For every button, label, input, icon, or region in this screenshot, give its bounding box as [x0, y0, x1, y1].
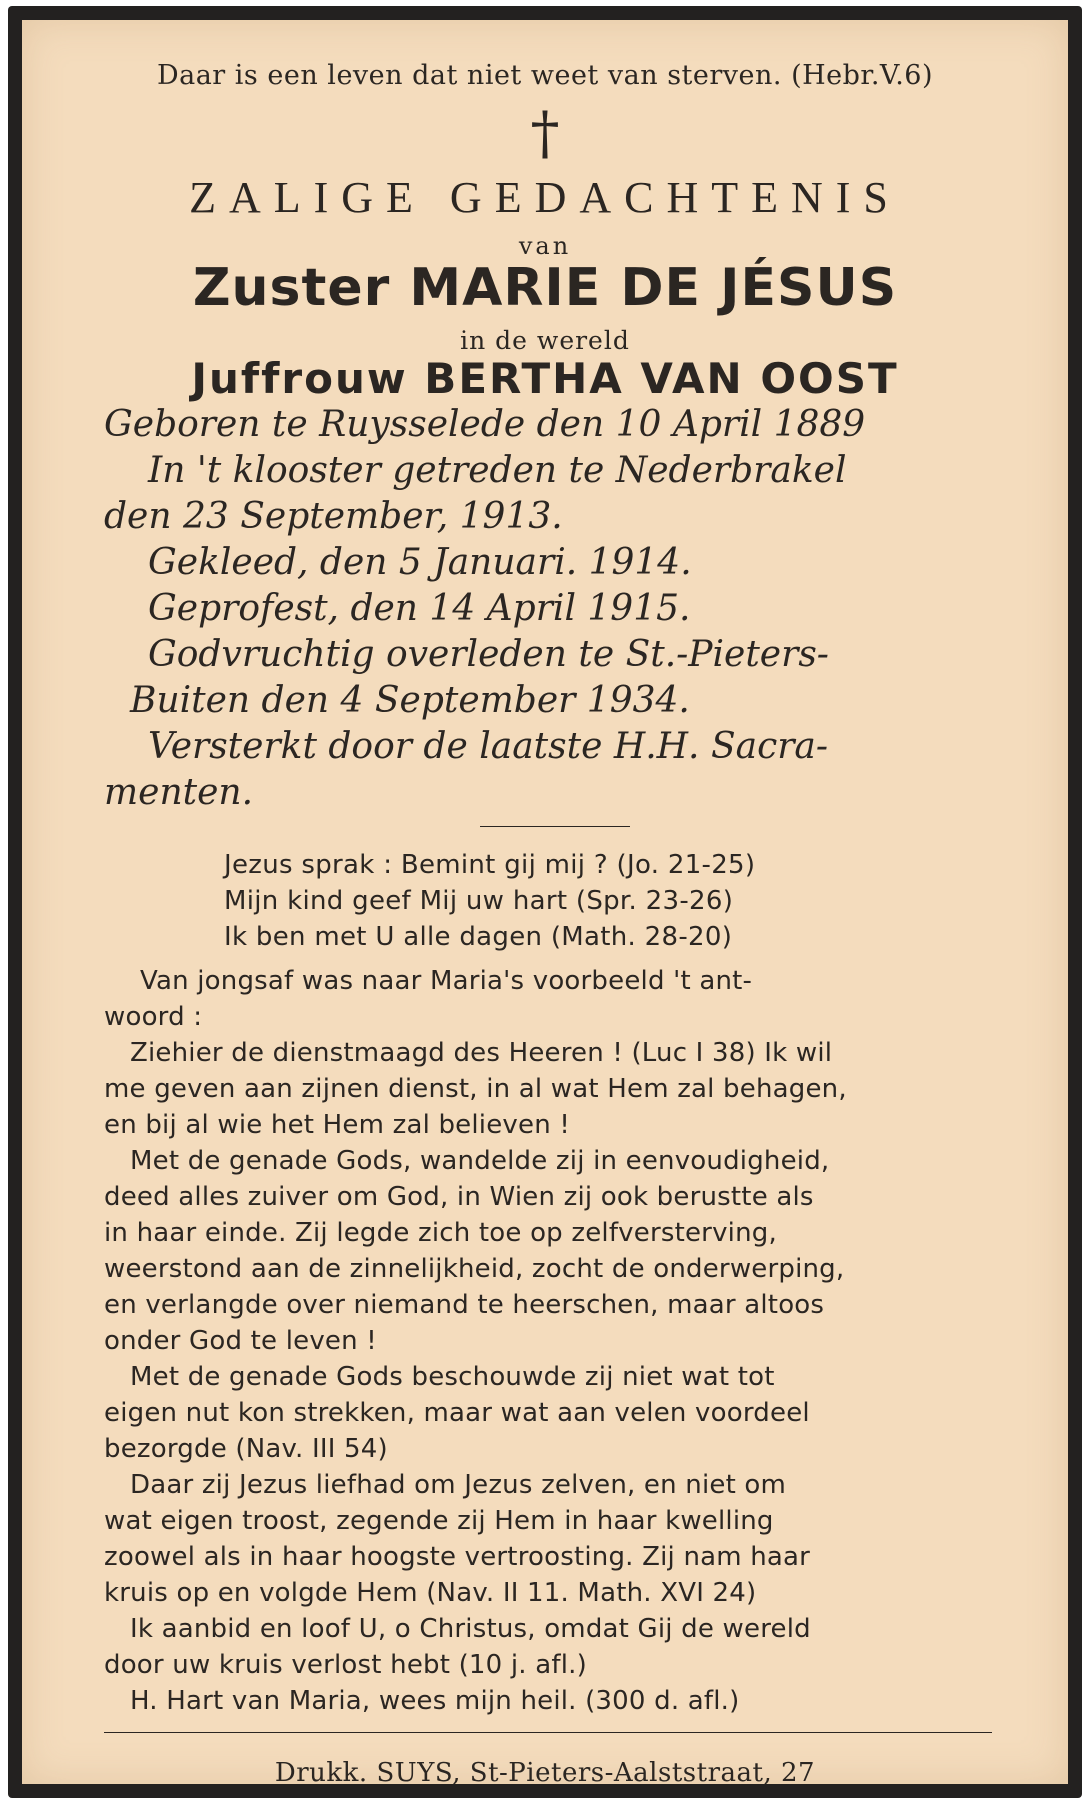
body-line: Ik aanbid en loof U, o Christus, omdat Gij de wereld [130, 1614, 811, 1644]
bio-line: Geboren te Ruysselede den 10 April 1889 [104, 404, 866, 445]
bio-line: den 23 September, 1913. [104, 496, 563, 537]
body-line: Met de genade Gods, wandelde zij in eenvoudigheid, [130, 1146, 830, 1176]
religious-name: Zuster MARIE DE JÉSUS [192, 258, 898, 318]
body-line: zoowel als in haar hoogste vertroosting. Zij nam haar [104, 1542, 811, 1572]
bio-line: Versterkt door de laatste H.H. Sacra- [148, 726, 829, 767]
quote-line: Mijn kind geef Mij uw hart (Spr. 23-26) [224, 886, 734, 916]
body-line: en bij al wie het Hem zal believen ! [104, 1110, 570, 1140]
body-line: in haar einde. Zij legde zich toe op zelfversterving, [104, 1218, 777, 1248]
body-line: deed alles zuiver om God, in Wien zij ook berustte als [104, 1182, 814, 1212]
body-line: kruis op en volgde Hem (Nav. II 11. Math. XVI 24) [104, 1578, 757, 1608]
bible-motto: Daar is een leven dat niet weet van sterven. (Hebr.V.6) [156, 60, 934, 91]
body-line: Met de genade Gods beschouwde zij niet wat tot [130, 1362, 775, 1392]
printer-credit: Drukk. SUYS, St-Pieters-Aalststraat, 27 [274, 1758, 816, 1788]
bio-line: In 't klooster getreden te Nederbrakel [148, 450, 847, 491]
card-title: ZALIGE GEDACHTENIS [189, 173, 901, 222]
body-line: weerstond aan de zinnelijkheid, zocht de onderwerping, [104, 1254, 845, 1284]
body-line: me geven aan zijnen dienst, in al wat Hem zal behagen, [104, 1074, 847, 1104]
body-line: H. Hart van Maria, wees mijn heil. (300 d. afl.) [130, 1686, 740, 1716]
body-line: door uw kruis verlost hebt (10 j. afl.) [104, 1650, 587, 1680]
civil-name: Juffrouw BERTHA VAN OOST [191, 354, 899, 403]
memorial-card-border [8, 6, 1082, 1798]
bio-line: Gekleed, den 5 Januari. 1914. [148, 542, 692, 583]
quote-line: Jezus sprak : Bemint gij mij ? (Jo. 21-25) [224, 850, 756, 880]
body-line: bezorgde (Nav. III 54) [104, 1434, 388, 1464]
quote-line: Ik ben met U alle dagen (Math. 28-20) [224, 922, 733, 952]
body-line: Van jongsaf was naar Maria's voorbeeld 't ant- [140, 966, 753, 996]
body-line: wat eigen troost, zegende zij Hem in haar kwelling [104, 1506, 774, 1536]
body-line: Ziehier de dienstmaagd des Heeren ! (Luc I 38) Ik wil [130, 1038, 833, 1068]
footer-divider [104, 1732, 992, 1733]
bio-line: menten. [104, 772, 254, 813]
divider [480, 826, 630, 827]
body-line: eigen nut kon strekken, maar wat aan velen voordeel [104, 1398, 810, 1428]
body-line: Daar zij Jezus liefhad om Jezus zelven, en niet om [130, 1470, 787, 1500]
bio-line: Godvruchtig overleden te St.-Pieters- [148, 634, 829, 675]
body-line: onder God te leven ! [104, 1326, 377, 1356]
in-de-wereld-label: in de wereld [460, 326, 630, 355]
bio-line: Buiten den 4 September 1934. [130, 680, 690, 721]
body-line: en verlangde over niemand te heerschen, maar altoos [104, 1290, 825, 1320]
cross-icon: † [530, 99, 560, 167]
bio-line: Geprofest, den 14 April 1915. [148, 588, 691, 629]
body-line: woord : [104, 1002, 203, 1032]
memorial-card [22, 20, 1068, 1788]
van-label: van [518, 232, 572, 260]
